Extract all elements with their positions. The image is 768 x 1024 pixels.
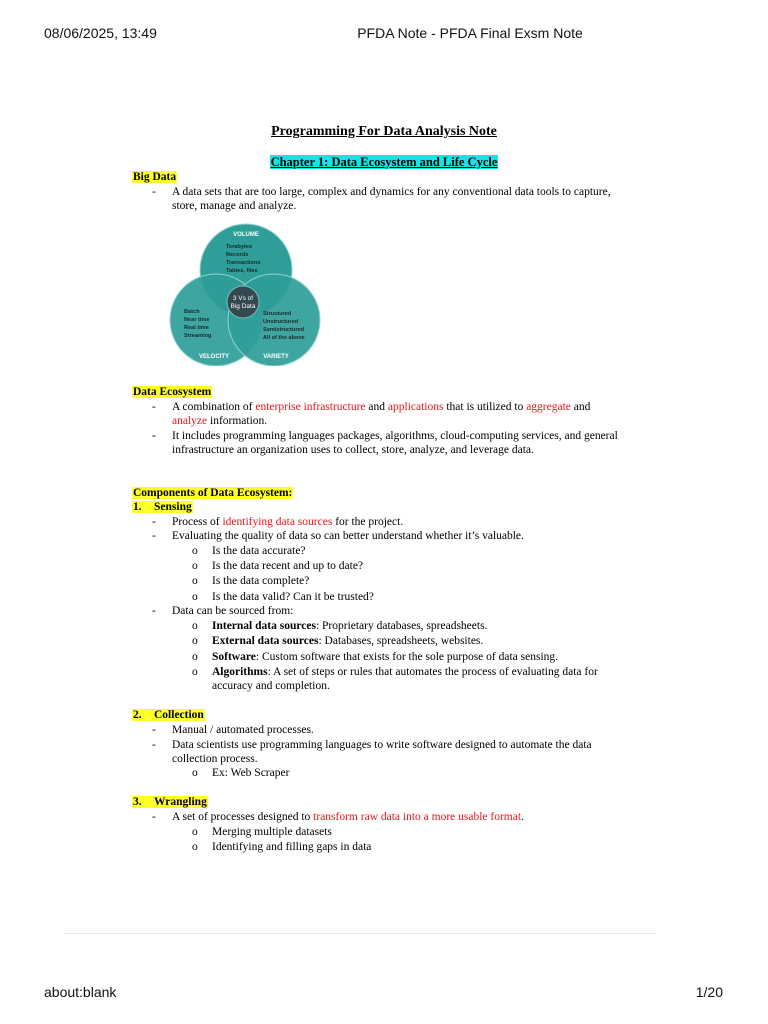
sub-bullet-text (212, 665, 622, 693)
sub-bullet-text (212, 650, 622, 664)
sub-bullet-text: Is the data complete? (212, 575, 310, 587)
text-run: Process of (172, 516, 223, 528)
text-run: and (365, 401, 388, 413)
dash-marker: - (152, 724, 156, 736)
volume-item: Transactions (226, 260, 261, 266)
heading-data-ecosystem: Data Ecosystem (133, 386, 212, 398)
variety-label: VARIETY (263, 354, 289, 360)
sub-bullet-question (192, 590, 622, 604)
sub-bullet-text: Is the data recent and up to date? (212, 560, 364, 572)
variety-item: All of the above (263, 335, 305, 341)
print-url: about:blank (44, 984, 117, 1000)
sub-bullet-question (192, 574, 622, 588)
bullet-collection-manual (152, 723, 622, 737)
circle-marker: o (192, 620, 198, 632)
circle-marker: o (192, 826, 198, 838)
circle-marker: o (192, 767, 198, 779)
term-description: : A set of steps or rules that automates the process of evaluating data for accuracy and completion. (212, 666, 598, 692)
volume-item: Records (226, 252, 249, 258)
dash-marker: - (152, 739, 156, 751)
term: Algorithms (212, 666, 268, 678)
heading-text: Collection (154, 709, 204, 721)
sub-bullet-question (192, 559, 622, 573)
term: External data sources (212, 635, 319, 647)
term-description: : Databases, spreadsheets, websites. (318, 635, 484, 647)
heading-collection (132, 708, 205, 722)
velocity-item: Real time (184, 325, 209, 331)
term-description: : Proprietary databases, spreadsheets. (315, 620, 488, 632)
chapter-title: Chapter 1: Data Ecosystem and Life Cycle (270, 155, 498, 169)
circle-marker: o (192, 560, 198, 572)
dash-marker: - (152, 605, 156, 617)
velocity-item: Near time (184, 317, 210, 323)
section-big-data (132, 170, 177, 184)
text-run: A combination of (172, 401, 256, 413)
variety-item: Structured (263, 311, 292, 317)
heading-big-data: Big Data (133, 171, 177, 183)
highlight-text: analyze (172, 415, 208, 427)
circle-marker: o (192, 591, 198, 603)
bullet-sensing-evaluate (152, 529, 622, 543)
heading-components: Components of Data Ecosystem: (133, 487, 293, 499)
heading-text: Wrangling (154, 796, 207, 808)
section-data-ecosystem (132, 385, 212, 399)
center-label-2: Big Data (230, 303, 256, 310)
circle-marker: o (192, 666, 198, 678)
term-description: : Custom software that exists for the sole purpose of data sensing. (255, 651, 559, 663)
footer-divider (64, 933, 656, 934)
text-run: and (570, 401, 591, 413)
text-run: for the project. (332, 516, 404, 528)
bullet-big-data-definition (152, 185, 622, 213)
highlight-text: aggregate (526, 401, 571, 413)
variety-item: Semistructured (263, 327, 305, 333)
volume-item: Terabytes (226, 244, 253, 250)
heading-wrangling (132, 795, 208, 809)
three-vs-venn-diagram (164, 222, 326, 366)
volume-label: VOLUME (233, 232, 259, 238)
text-run: A set of processes designed to (172, 811, 314, 823)
bullet-sensing-process (152, 515, 622, 529)
highlight-text: applications (387, 401, 444, 413)
term: Software (212, 651, 256, 663)
center-circle (227, 286, 259, 318)
text-run: that is utilized to (443, 401, 527, 413)
velocity-item: Streaming (184, 333, 212, 339)
circle-marker: o (192, 635, 198, 647)
highlight-text: identifying data sources (222, 516, 333, 528)
sub-bullet-source (192, 665, 622, 693)
variety-item: Unstructured (263, 319, 299, 325)
sub-bullet-example (192, 766, 622, 780)
circle-marker: o (192, 841, 198, 853)
sub-bullet-wrangling (192, 840, 622, 854)
sub-bullet-text: Identifying and filling gaps in data (212, 841, 372, 853)
sub-bullet-text (212, 619, 622, 633)
heading-text: Sensing (154, 501, 192, 513)
highlight-text: enterprise infrastructure (255, 401, 366, 413)
sub-bullet-wrangling (192, 825, 622, 839)
list-number: 3. (133, 796, 142, 808)
highlight-text: transform raw data into a more usable format (313, 811, 522, 823)
sub-bullet-source (192, 650, 622, 664)
bullet-text: It includes programming languages packages, algorithms, cloud-computing services, and general infrastructure an organization uses to collect, store, analyze, and leverage data. (172, 430, 618, 456)
volume-item: Tables, files (226, 268, 258, 274)
dash-marker: - (152, 401, 156, 413)
circle-marker: o (192, 545, 198, 557)
sub-bullet-source (192, 619, 622, 633)
sub-bullet-text: Is the data accurate? (212, 545, 306, 557)
print-page-number: 1/20 (695, 984, 723, 1000)
bullet-text: Data scientists use programming languages to write software designed to automate the data collection process. (172, 739, 592, 765)
bullet-wrangling-process (152, 810, 622, 824)
print-title: PFDA Note - PFDA Final Exsm Note (357, 25, 583, 41)
sub-bullet-text: Is the data valid? Can it be trusted? (212, 591, 374, 603)
document-title: Programming For Data Analysis Note (271, 124, 497, 139)
dash-marker: - (152, 186, 156, 198)
bullet-sensing-sources (152, 604, 622, 618)
bullet-text (172, 400, 622, 428)
sub-bullet-text: Merging multiple datasets (212, 826, 332, 838)
text-run: information. (207, 415, 268, 427)
heading-sensing (132, 500, 193, 514)
circle-marker: o (192, 575, 198, 587)
term: Internal data sources (212, 620, 316, 632)
print-datetime: 08/06/2025, 13:49 (44, 25, 157, 41)
list-number: 1. (133, 501, 142, 513)
circle-marker: o (192, 651, 198, 663)
dash-marker: - (152, 811, 156, 823)
bullet-text: Data can be sourced from: (172, 605, 294, 617)
bullet-text (172, 810, 622, 824)
bullet-collection-software (152, 738, 622, 766)
bullet-ecosystem-definition (152, 400, 622, 428)
sub-bullet-source (192, 634, 622, 648)
section-components (132, 486, 293, 500)
dash-marker: - (152, 516, 156, 528)
bullet-ecosystem-includes (152, 429, 622, 457)
dash-marker: - (152, 530, 156, 542)
center-label-1: 3 Vs of (232, 295, 254, 302)
velocity-label: VELOCITY (198, 354, 230, 360)
bullet-text: Manual / automated processes. (172, 724, 314, 736)
chapter-heading (0, 155, 768, 170)
sub-bullet-question (192, 544, 622, 558)
sub-bullet-text: Ex: Web Scraper (212, 767, 290, 779)
velocity-item: Batch (184, 309, 200, 315)
dash-marker: - (152, 430, 156, 442)
list-number: 2. (133, 709, 142, 721)
bullet-text: A data sets that are too large, complex and dynamics for any conventional data tools to capture, store, manage and analyze. (172, 186, 611, 212)
bullet-text: Evaluating the quality of data so can better understand whether it’s valuable. (172, 530, 524, 542)
sub-bullet-text (212, 634, 622, 648)
bullet-text (172, 515, 622, 529)
text-run: . (521, 811, 524, 823)
